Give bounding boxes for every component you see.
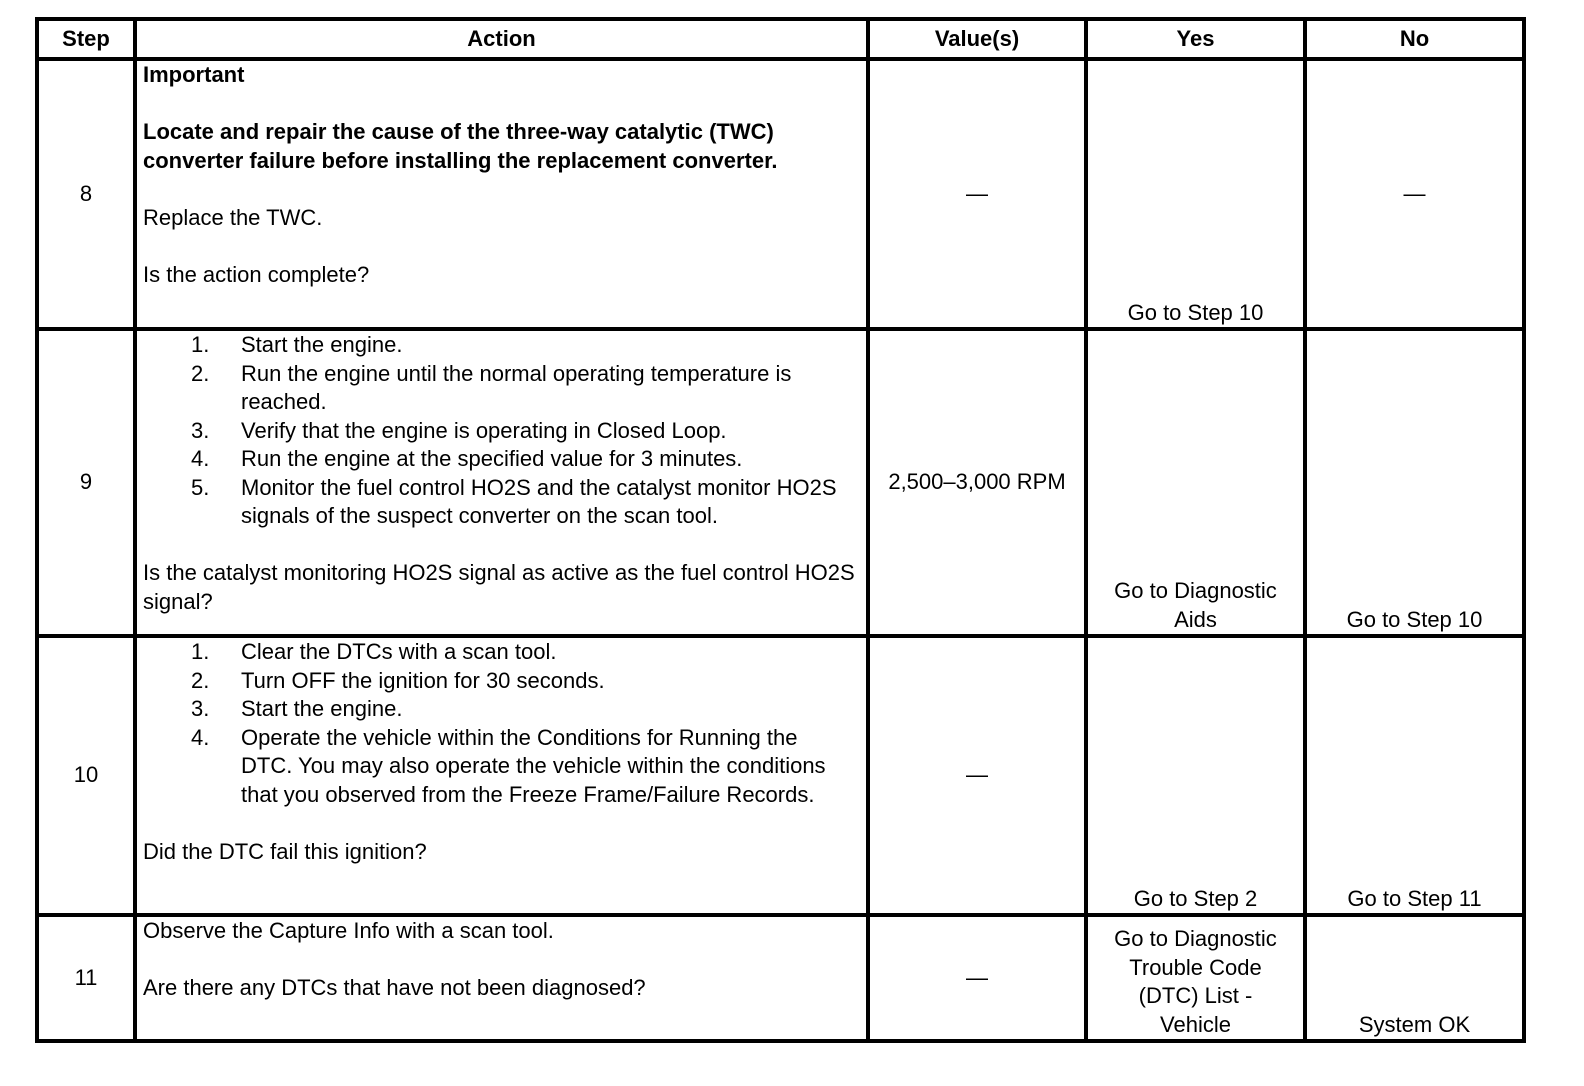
question-text: Did the DTC fail this ignition? [143, 838, 427, 864]
list-item: 3. Verify that the engine is operating in Closed Loop. [191, 417, 727, 443]
action-cell [135, 636, 868, 915]
header-row [37, 19, 1524, 59]
instruction-text: Replace the TWC. [143, 204, 323, 230]
action-cell [135, 59, 868, 329]
value-cell: 2,500–3,000 RPM [868, 329, 1086, 636]
list-item: 1. Clear the DTCs with a scan tool. [191, 639, 557, 664]
yes-cell: Go to Diagnostic Aids [1086, 329, 1305, 636]
table-row-step-10 [37, 636, 1524, 915]
list-item: 5. Monitor the fuel control HO2S and the catalyst monitor HO2S signals of the suspect converter on the scan tool. [191, 474, 837, 528]
diagnostic-table [35, 17, 1526, 1043]
list-item: 4. Run the engine at the specified value for 3 minutes. [191, 446, 743, 471]
procedure-list [143, 331, 860, 531]
step-number: 9 [37, 329, 135, 636]
procedure-list [143, 638, 860, 809]
yes-cell: Go to Step 10 [1086, 59, 1305, 329]
question-text: Are there any DTCs that have not been diagnosed? [143, 975, 646, 1000]
list-item: 1. Start the engine. [191, 332, 403, 357]
table-row-step-8 [37, 59, 1524, 329]
table-row-step-11 [37, 915, 1524, 1041]
no-cell: Go to Step 10 [1305, 329, 1524, 636]
question-text: Is the action complete? [143, 261, 370, 287]
important-label: Important [143, 62, 245, 87]
list-item: 3. Start the engine. [191, 696, 403, 721]
no-cell: System OK [1305, 915, 1524, 1041]
value-cell: — [868, 59, 1086, 329]
instruction-text: Observe the Capture Info with a scan tool. [143, 918, 554, 943]
header-action: Action [135, 19, 868, 59]
list-item: 4. Operate the vehicle within the Conditions for Running the DTC. You may also operate the vehicle within the conditions that you observed from the Freeze Frame/Failure Records. [191, 724, 826, 807]
value-cell: — [868, 915, 1086, 1041]
value-cell: — [868, 636, 1086, 915]
step-number: 11 [37, 915, 135, 1041]
step-number: 8 [37, 59, 135, 329]
action-cell [135, 915, 868, 1041]
yes-cell: Go to Step 2 [1086, 636, 1305, 915]
header-yes: Yes [1086, 19, 1305, 59]
header-values: Value(s) [868, 19, 1086, 59]
header-step: Step [37, 19, 135, 59]
no-cell: — [1305, 59, 1524, 329]
list-item: 2. Turn OFF the ignition for 30 seconds. [191, 667, 605, 693]
list-item: 2. Run the engine until the normal operating temperature is reached. [191, 360, 792, 414]
table-row-step-9 [37, 329, 1524, 636]
warning-text: Locate and repair the cause of the three-way catalytic (TWC) converter failure before installing the replacement converter. [143, 119, 778, 173]
action-cell [135, 329, 868, 636]
header-no: No [1305, 19, 1524, 59]
no-cell: Go to Step 11 [1305, 636, 1524, 915]
question-text: Is the catalyst monitoring HO2S signal as active as the fuel control HO2S signal? [143, 560, 855, 614]
step-number: 10 [37, 636, 135, 915]
yes-cell: Go to Diagnostic Trouble Code (DTC) List - Vehicle [1086, 915, 1305, 1041]
